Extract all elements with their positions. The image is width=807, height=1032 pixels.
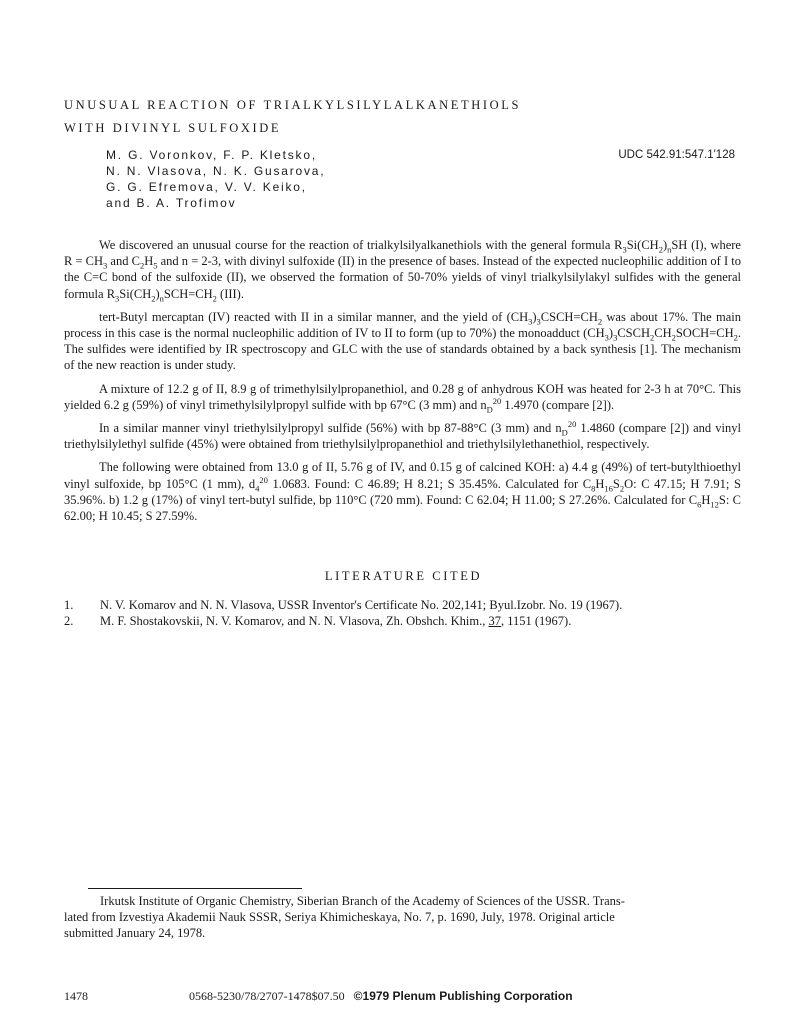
footnote-line-3: submitted January 24, 1978.: [64, 926, 206, 940]
article-body: [64, 237, 741, 531]
reference-item: [64, 597, 622, 613]
article-code: 0568-5230/78/2707-1478$07.50: [189, 989, 345, 1003]
footnote-divider: [88, 888, 302, 889]
article-title: [64, 94, 521, 140]
reference-text: N. V. Komarov and N. N. Vlasova, USSR Inventor's Certificate No. 202,141; Byul.Izobr. No. 19 (1967).: [100, 598, 623, 612]
copyright-line: [189, 989, 573, 1004]
reference-number: 1.: [64, 598, 74, 612]
footnote-line-2: lated from Izvestiya Akademii Nauk SSSR, Seriya Khimicheskaya, No. 7, p. 1690, July, 1978. Original article: [64, 910, 615, 924]
author-line-2: N. N. Vlasova, N. K. Gusarova,: [106, 164, 326, 178]
author-line-3: G. G. Efremova, V. V. Keiko,: [106, 180, 307, 194]
reference-text-pre: M. F. Shostakovskii, N. V. Komarov, and N. N. Vlasova, Zh. Obshch. Khim.,: [100, 614, 486, 628]
title-line-2: WITH DIVINYL SULFOXIDE: [64, 121, 282, 135]
reference-item: [64, 613, 622, 629]
copyright-notice: ©1979 Plenum Publishing Corporation: [353, 989, 573, 1003]
reference-text-post: , 1151 (1967).: [500, 614, 572, 628]
author-line-4: and B. A. Trofimov: [106, 196, 237, 210]
title-line-1: UNUSUAL REACTION OF TRIALKYLSILYLALKANETHIOLS: [64, 98, 522, 112]
footnote: [64, 893, 749, 941]
paragraph-3: A mixture of 12.2 g of II, 8.9 g of trimethylsilylpropanethiol, and 0.28 g of anhydrous KOH was heated for 2-3 h at 70°C. This yielded 6.2 g (59%) of vinyl trimethylsilylpropyl sulfide with bp 67°C (3 mm) and $n_D^{20}$ 1.4970 (compare [2]).: [64, 381, 741, 415]
reference-volume: 37: [488, 614, 501, 628]
page-number: 1478: [64, 989, 88, 1003]
udc-code: UDC 542.91:547.1'128: [618, 149, 735, 161]
paragraph-2: tert-Butyl mercaptan (IV) reacted with II in a similar manner, and the yield of $(CH_3)_3CSCH=CH_2$ was about 17%. The main process in this case is the normal nucleophilic addition of IV to II to form (up to 70%) the monoadduct $(CH_3)_3CSCH_2CH_2SOCH=CH_2$. The sulfides were identified by IR spectroscopy and GLC with the use of standards obtained by a back synthesis [1]. The mechanism of the new reaction is under study.: [64, 309, 741, 373]
reference-text: [100, 613, 571, 629]
reference-number: 2.: [64, 614, 74, 628]
paragraph-1: We discovered an unusual course for the reaction of trialkylsilyalkanethiols with the general formula $R_3Si(CH_2)_nSH$ (I), where $R = CH_3$ and $C_2H_5$ and n = 2-3, with divinyl sulfoxide (II) in the presence of bases. Instead of the expected nucleophilic addition of I to the C=C bond of the sulfoxide (II), we observed the formation of 50-70% yields of vinyl trialkylsilylakyl sulfides with the general formula $R_3Si(CH_2)_nSCH=CH_2$ (III).: [64, 238, 741, 304]
author-list: [106, 147, 325, 211]
paragraph-4: In a similar manner vinyl triethylsilylpropyl sulfide (56%) with bp 87-88°C (3 mm) and $n_D^{20}$ 1.4860 (compare [2]) and vinyl triethylsilylethyl sulfide (45%) were obtained from triethylsilylpropanethiol and triethylsilylethanethiol, respectively.: [64, 418, 741, 452]
footnote-line-1: Irkutsk Institute of Organic Chemistry, Siberian Branch of the Academy of Sciences of the USSR. Trans-: [100, 894, 625, 908]
paragraph-5: The following were obtained from 13.0 g of II, 5.76 g of IV, and 0.15 g of calcined KOH: a) 4.4 g (49%) of tert-butylthioethyl vinyl sulfoxide, bp 105°C (1 mm), $d_4^{20}$ 1.0683. Found: C 46.89; H 8.21; S 35.45%. Calculated for $C_8H_{16}S_2O$: C 47.15; H 7.91; S 35.96%. b) 1.2 g (17%) of vinyl tert-butyl sulfide, bp 110°C (720 mm). Found: C 62.04; H 11.00; S 27.26%. Calculated for $C_6H_{12}S$: C 62.00; H 10.45; S 27.59%.: [64, 460, 741, 524]
reference-list: [64, 597, 622, 629]
literature-cited-heading: LITERATURE CITED: [324, 569, 483, 583]
author-line-1: M. G. Voronkov, F. P. Kletsko,: [106, 148, 317, 162]
